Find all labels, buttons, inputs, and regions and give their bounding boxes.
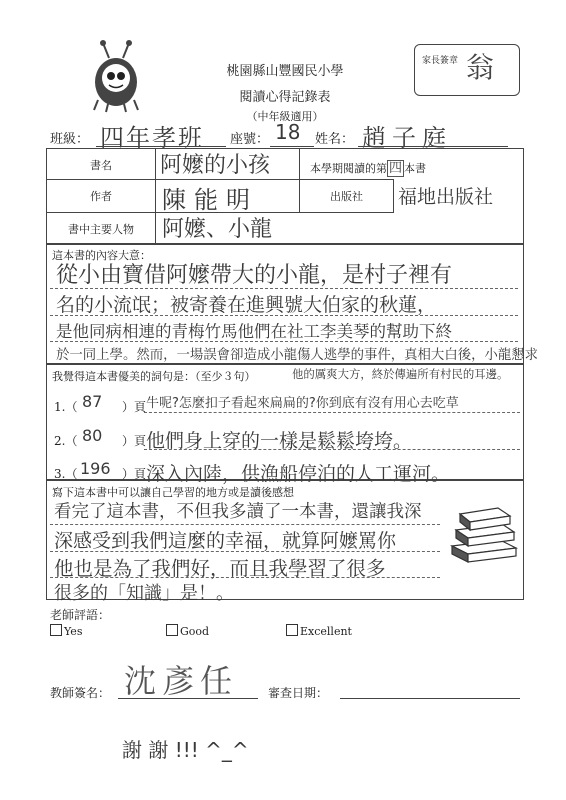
seat-label: 座號： [230,132,270,147]
name-label: 姓名： [315,132,355,147]
option-excellent-label: Excellent [300,625,352,638]
good-checkbox[interactable] [166,624,178,636]
author-value: 陳能明 [162,186,258,214]
review-date-label: 審查日期： [268,686,329,700]
phrases-prompt: 我覺得這本書優美的詞句是：（至少３句） [52,370,256,383]
reflection-prompt: 寫下這本書中可以讓自己學習的地方或是讀後感想 [52,486,294,499]
characters-value: 阿嬤、小龍 [162,217,273,242]
book-count-suffix: 本書 [404,162,427,175]
thanks-note: 謝 謝 !!! ^_^ [122,738,249,762]
phrases-prompt-tail: 他的厲爽大方，終於傳遍所有村民的耳邊。 [292,367,509,381]
book-title-label: 書名 [90,159,112,172]
book-count [310,157,426,176]
yes-checkbox[interactable] [50,624,62,636]
publisher-value: 福地出版社 [398,186,494,208]
summary-line-2: 名的小流氓；被寄養在進興號大伯家的秋蓮， [56,294,437,316]
reflection-line-4: 很多的「知識」是！。 [54,583,234,604]
option-good-label: Good [180,625,210,638]
phrase-3-page-suffix: ）頁 [122,467,147,481]
summary-prompt: 這本書的內容大意： [52,249,151,262]
phrase-1-page-suffix: ）頁 [122,400,147,414]
book-count-prefix: 本學期閱讀的第 [310,162,387,175]
bug-mascot-icon [90,38,142,114]
option-excellent[interactable] [286,624,352,638]
option-good[interactable] [166,624,209,638]
name-value: 趙子庭 [362,124,452,152]
book-title-value: 阿嬤的小孩 [160,153,271,178]
class-value: 四年孝班 [100,124,204,152]
phrase-1-page: 87 [82,392,103,411]
phrase-2-text: 他們身上穿的一樣是鬆鬆垮垮。 [146,430,413,452]
book-count-value: 四 [389,161,403,176]
reflection-line-2: 深感受到我們這麼的幸福，就算阿嬤罵你 [54,530,397,552]
books-icon [446,496,520,564]
parent-sign-value: 翁 [466,51,495,84]
reflection-line-3: 他也是為了我們好，而且我學習了很多 [54,557,386,580]
phrase-2-num: 2.（ [54,434,78,448]
summary-line-1: 從小由寶借阿嬤帶大的小龍，是村子裡有 [56,263,453,288]
teacher-sign-value: 沈彥任 [124,662,239,700]
form-subtitle: （中年級適用） [246,110,324,123]
summary-line-3: 是他同病相連的青梅竹馬他們在社工李美琴的幫助下終 [56,322,452,341]
author-label: 作者 [90,190,112,203]
parent-sign-label: 家長簽章 [422,56,459,66]
phrase-2-page-suffix: ）頁 [122,434,147,448]
teacher-sign-label: 教師簽名： [50,686,111,700]
class-label: 班級： [50,132,90,147]
seat-value: 18 [275,120,301,144]
phrase-1-text: 牛呢?怎麼扣子看起來扁扁的?你到底有沒有用心去吃草 [146,396,459,411]
reflection-line-1: 看完了這本書，不但我多讀了一本書，還讓我深 [54,502,422,522]
phrase-3-page: 196 [80,459,111,478]
summary-line-4: 於一同上學。然而，一場誤會卻造成小龍傷人逃學的事件，真相大白後，小龍懇求 [56,348,539,363]
option-yes-label: Yes [64,625,83,638]
teacher-comment-label: 老師評語： [50,608,111,622]
characters-label: 書中主要人物 [68,223,134,236]
phrase-3-num: 3.（ [54,467,78,481]
phrase-1-num: 1.（ [54,400,78,414]
phrase-3-text: 深入內陸，供漁船停泊的人工運河。 [146,463,451,485]
excellent-checkbox[interactable] [286,624,298,636]
option-yes[interactable] [50,624,82,638]
school-name: 桃園縣山豐國民小學 [226,64,344,79]
phrase-2-page: 80 [82,426,103,445]
publisher-label: 出版社 [330,190,363,203]
form-title: 閱讀心得記錄表 [239,90,331,105]
